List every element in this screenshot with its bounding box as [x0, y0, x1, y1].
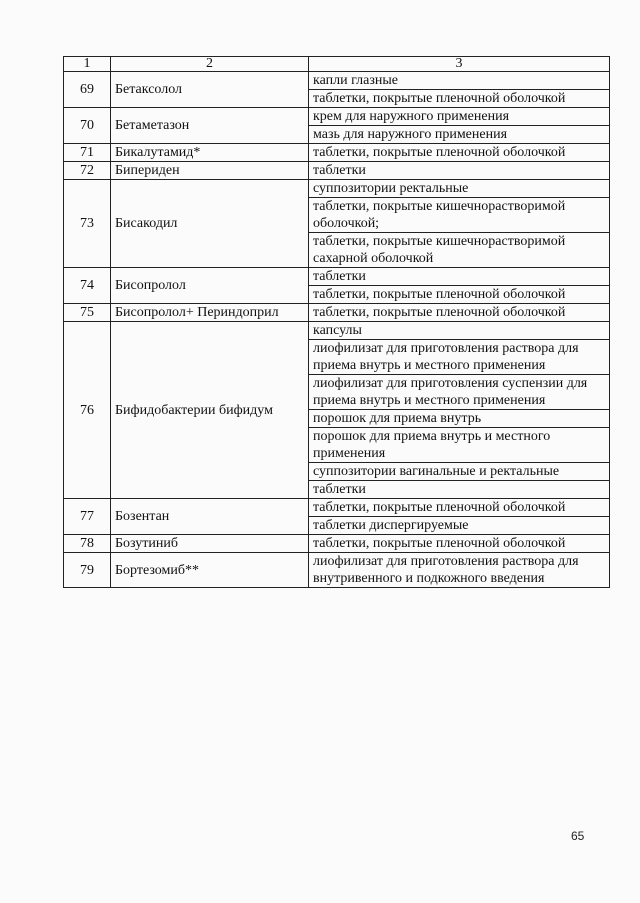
dosage-form: таблетки, покрытые пленочной оболочкой: [309, 144, 610, 162]
drug-name: Бортезомиб**: [111, 553, 309, 588]
drug-name: Бисопролол+ Периндоприл: [111, 304, 309, 322]
table-header-row: [64, 57, 610, 72]
dosage-form: таблетки, покрытые пленочной оболочкой: [309, 304, 610, 322]
table-row: [64, 499, 610, 517]
dosage-form: суппозитории ректальные: [309, 180, 610, 198]
drug-name: Бисакодил: [111, 180, 309, 268]
page-number: 65: [571, 829, 585, 843]
dosage-form: таблетки, покрытые кишечнорастворимой сахарной оболочкой: [309, 233, 610, 268]
row-number: 77: [64, 499, 111, 535]
dosage-form: таблетки, покрытые пленочной оболочкой: [309, 535, 610, 553]
table-row: [64, 553, 610, 588]
table-row: [64, 144, 610, 162]
row-number: 79: [64, 553, 111, 588]
row-number: 74: [64, 268, 111, 304]
drug-name: Бетаксолол: [111, 72, 309, 108]
drug-name: Бисопролол: [111, 268, 309, 304]
table-row: [64, 304, 610, 322]
header-col-2: 2: [111, 57, 309, 72]
dosage-form: таблетки диспергируемые: [309, 517, 610, 535]
table-row: [64, 268, 610, 286]
row-number: 78: [64, 535, 111, 553]
row-number: 72: [64, 162, 111, 180]
row-number: 70: [64, 108, 111, 144]
dosage-form: таблетки, покрытые кишечнорастворимой оболочкой;: [309, 198, 610, 233]
dosage-form: капли глазные: [309, 72, 610, 90]
table-row: [64, 180, 610, 198]
row-number: 76: [64, 322, 111, 499]
drug-name: Бозентан: [111, 499, 309, 535]
dosage-form: лиофилизат для приготовления раствора для внутривенного и подкожного введения: [309, 553, 610, 588]
dosage-form: таблетки: [309, 481, 610, 499]
dosage-form: мазь для наружного применения: [309, 126, 610, 144]
table-row: [64, 72, 610, 90]
dosage-form: таблетки: [309, 162, 610, 180]
row-number: 69: [64, 72, 111, 108]
dosage-form: лиофилизат для приготовления суспензии для приема внутрь и местного применения: [309, 375, 610, 410]
row-number: 75: [64, 304, 111, 322]
drug-name: Бипериден: [111, 162, 309, 180]
drug-name: Бикалутамид*: [111, 144, 309, 162]
header-col-1: 1: [64, 57, 111, 72]
drug-name: Бозутиниб: [111, 535, 309, 553]
dosage-form: порошок для приема внутрь: [309, 410, 610, 428]
dosage-form: таблетки: [309, 268, 610, 286]
dosage-form: суппозитории вагинальные и ректальные: [309, 463, 610, 481]
dosage-form: крем для наружного применения: [309, 108, 610, 126]
drug-name: Бифидобактерии бифидум: [111, 322, 309, 499]
dosage-form: таблетки, покрытые пленочной оболочкой: [309, 499, 610, 517]
table-row: [64, 535, 610, 553]
dosage-form: таблетки, покрытые пленочной оболочкой: [309, 90, 610, 108]
dosage-form: капсулы: [309, 322, 610, 340]
row-number: 73: [64, 180, 111, 268]
dosage-form: порошок для приема внутрь и местного применения: [309, 428, 610, 463]
table-row: [64, 108, 610, 126]
table-row: [64, 162, 610, 180]
table-row: [64, 322, 610, 340]
dosage-form: таблетки, покрытые пленочной оболочкой: [309, 286, 610, 304]
header-col-3: 3: [309, 57, 610, 72]
row-number: 71: [64, 144, 111, 162]
dosage-form: лиофилизат для приготовления раствора для приема внутрь и местного применения: [309, 340, 610, 375]
table-body: [64, 72, 610, 588]
drug-name: Бетаметазон: [111, 108, 309, 144]
drug-table: [63, 56, 610, 588]
